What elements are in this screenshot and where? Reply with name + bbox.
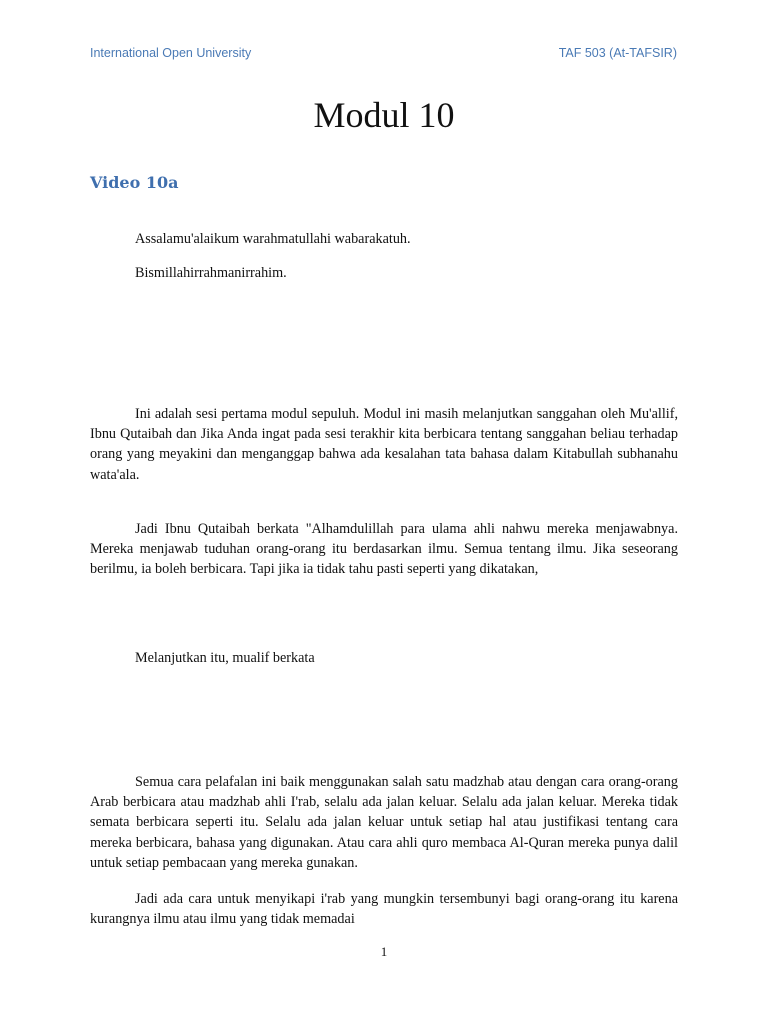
paragraph-irab: Jadi ada cara untuk menyikapi i'rab yang mungkin tersembunyi bagi orang-orang itu karena kurangnya ilmu atau ilmu yang tidak memadai (90, 891, 678, 928)
page-number: 1 (380, 944, 388, 959)
greeting-line: Assalamu'alaikum warahmatullahi wabarakatuh. (135, 231, 411, 247)
section-heading: Video 10a (90, 173, 179, 192)
page-title: Modul 10 (313, 95, 455, 135)
paragraph-pronunciation: Semua cara pelafalan ini baik menggunakan salah satu madzhab atau dengan cara orang-orang Arab berbicara atau madzhab ahli I'rab, selalu ada jalan keluar. Selalu ada jalan keluar. Mereka tidak semata berbicara seperti itu. Selalu ada jalan keluar untuk setiap hal atau justifikasi tentang cara mereka berbicara, bahasa yang digunakan. Atau cara ahli quro membaca Al-Quran mereka punya dalil untuk setiap pembacaan yang mereka gunakan. (90, 774, 678, 871)
paragraph-intro: Ini adalah sesi pertama modul sepuluh. Modul ini masih melanjutkan sanggahan oleh Mu'allif, Ibnu Qutaibah dan Jika Anda ingat pada sesi terakhir kita berbicara tentang sanggahan beliau terhadap orang yang meyakini dan menganggap bahwa ada kesalahan tata bahasa dalam Kitabullah subhanahu wata'ala. (90, 406, 678, 483)
header-university: International Open University (90, 46, 252, 60)
basmalah-line: Bismillahirrahmanirrahim. (135, 265, 287, 281)
header-course-code: TAF 503 (At-TAFSIR) (558, 46, 677, 60)
paragraph-ibnu-qutaibah: Jadi Ibnu Qutaibah berkata "Alhamdulillah para ulama ahli nahwu mereka menjawabnya. Mereka menjawab tuduhan orang-orang itu berdasarkan ilmu. Semua tentang ilmu. Jika seseorang berilmu, ia boleh berbicara. Tapi jika ia tidak tahu pasti seperti yang dikatakan, (90, 521, 678, 578)
paragraph-continuation: Melanjutkan itu, mualif berkata (135, 650, 315, 666)
